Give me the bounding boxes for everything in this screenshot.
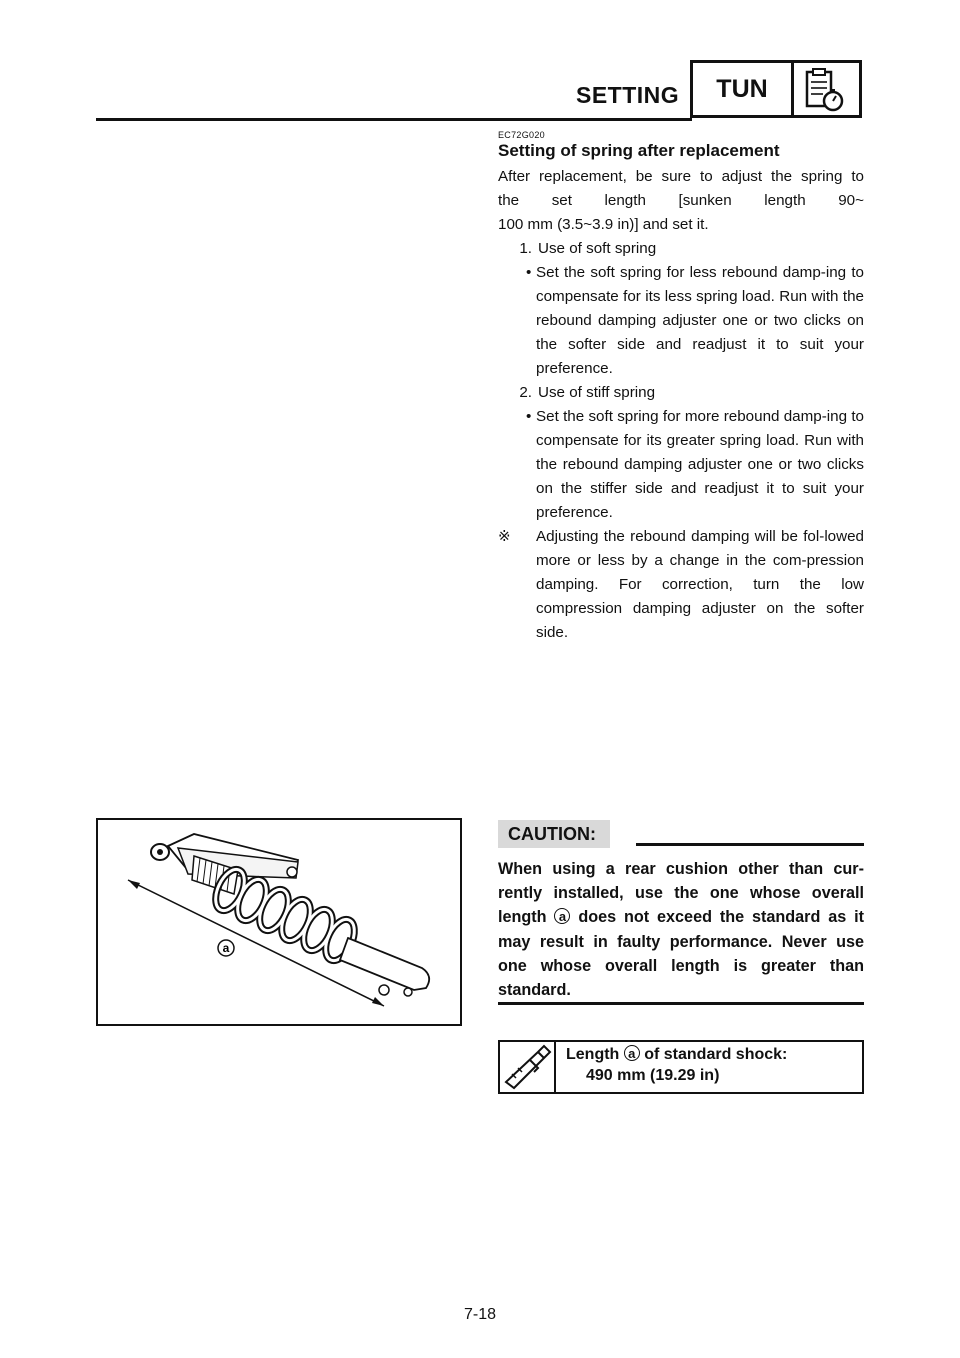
bullet-icon: • (526, 264, 532, 281)
note-text: Adjusting the rebound damping will be fol-lowed more or less by a change in the com-pression damping. For correction, turn the low compression damping adjuster on the softer side. (536, 528, 864, 641)
intro-line: the set length [sunken length 90~ (498, 192, 864, 209)
spec-line-1 (566, 1045, 787, 1064)
item-number: 1. (519, 240, 532, 257)
caution-rule (636, 843, 864, 846)
length-marker: a (624, 1045, 640, 1061)
intro-line: After replacement, be sure to adjust the spring to (498, 168, 864, 185)
page-number: 7-18 (463, 1306, 497, 1323)
item-title: Use of soft spring (538, 240, 657, 257)
caution-text-before: When using a rear cushion other than cur-rently installed, use the one whose overall length (498, 860, 864, 927)
tun-label: TUN (693, 63, 794, 115)
section-title: SETTING (576, 82, 680, 108)
caution-label: CAUTION: (498, 820, 610, 848)
spec-label-before: Length (566, 1046, 620, 1063)
section-code: EC72G020 (498, 130, 545, 140)
clipboard-stopwatch-icon (797, 67, 855, 113)
note-mark-icon: ※ (498, 528, 511, 545)
shock-absorber-illustration (98, 820, 460, 1024)
list-item (498, 237, 864, 261)
item-body: Set the soft spring for more rebound damp-ing to compensate for its greater spring load. Run with the rebound damping adjuster one or two clicks on the stiffer side and readjust it to suit your preference. (536, 408, 864, 521)
header-rule (96, 118, 692, 121)
item-number: 2. (519, 384, 532, 401)
shock-absorber-figure (96, 818, 462, 1026)
bullet-paragraph (498, 405, 864, 525)
note (498, 525, 864, 645)
item-body: Set the soft spring for less rebound damp-ing to compensate for its less spring load. Run with the rebound damping adjuster one or two clicks on the softer side and readjust it to suit your preference. (536, 264, 864, 377)
figure-marker: a (222, 941, 230, 955)
caution-text-after: does not exceed the standard as it may result in faulty performance. Never use one whose overall length is greater than standard. (498, 908, 865, 1000)
item-title: Use of stiff spring (538, 384, 656, 401)
spec-icon-cell (500, 1042, 556, 1092)
intro-line: 100 mm (3.5~3.9 in)] and set it. (498, 216, 709, 233)
spec-value: 490 mm (19.29 in) (586, 1067, 720, 1084)
section-heading: Setting of spring after replacement (498, 141, 780, 160)
caliper-icon (500, 1042, 554, 1092)
spec-label-after: of standard shock: (644, 1046, 788, 1063)
bullet-paragraph (498, 261, 864, 381)
length-marker: a (554, 908, 570, 924)
tun-tab (690, 60, 862, 118)
caution-bottom-rule (498, 1002, 864, 1005)
spec-box (498, 1040, 864, 1094)
list-item (498, 381, 864, 405)
content-body (498, 165, 864, 645)
bullet-icon: • (526, 408, 532, 425)
caution-text (498, 857, 864, 1002)
